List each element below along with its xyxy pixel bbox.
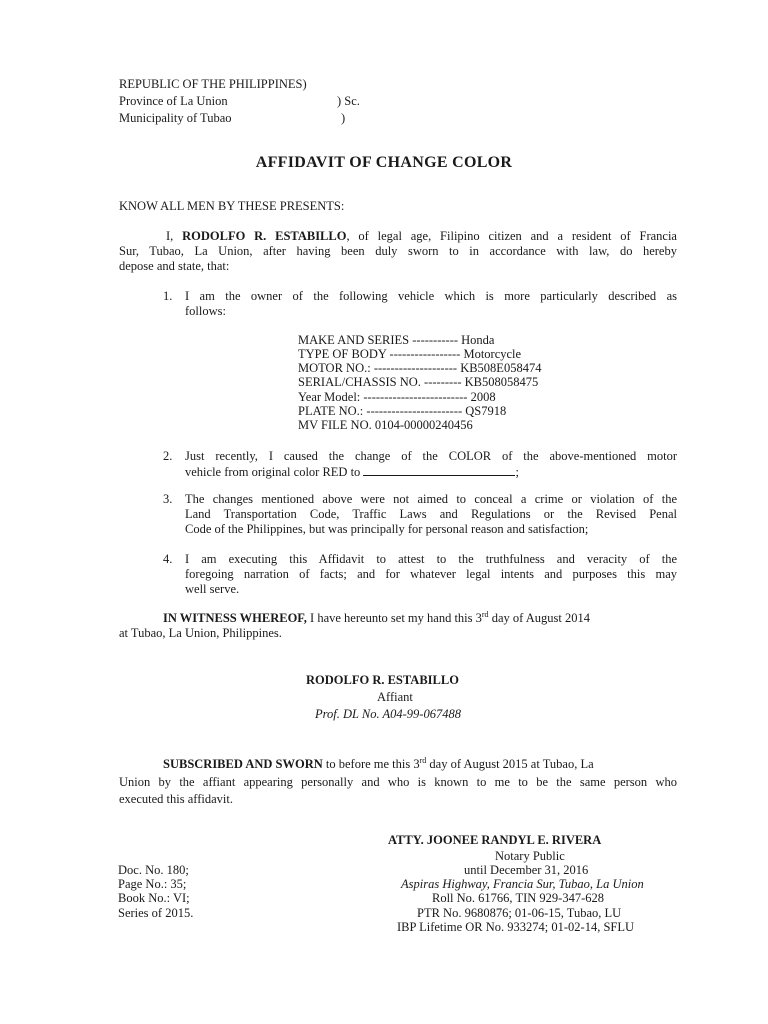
subscribed-line-3: executed this affidavit. xyxy=(119,792,233,806)
know-all-men: KNOW ALL MEN BY THESE PRESENTS: xyxy=(119,199,345,213)
vehicle-mv-file: MV FILE NO. 0104-00000240456 xyxy=(298,418,473,432)
item-1-number: 1. xyxy=(163,289,173,303)
item-2-number: 2. xyxy=(163,449,173,463)
new-color-blank xyxy=(363,464,515,476)
header-municipality: Municipality of Tubao xyxy=(119,111,232,125)
affiant-name-inline: RODOLFO R. ESTABILLO xyxy=(182,229,347,243)
item-2-line-2: vehicle from original color RED to ; xyxy=(185,465,519,479)
witness-line-2: at Tubao, La Union, Philippines. xyxy=(119,626,282,640)
notary-title: Notary Public xyxy=(495,849,565,863)
affiant-role: Affiant xyxy=(377,690,413,704)
document-title: AFFIDAVIT OF CHANGE COLOR xyxy=(255,154,513,171)
header-municipality-paren: ) xyxy=(341,111,346,125)
vehicle-serial: SERIAL/CHASSIS NO. --------- KB508058475 xyxy=(298,375,539,389)
item-3-line-1: The changes mentioned above were not aimed to conceal a crime or violation of the xyxy=(185,492,677,506)
notary-name: ATTY. JOONEE RANDYL E. RIVERA xyxy=(388,833,602,847)
docket-book: Book No.: VI; xyxy=(118,891,190,905)
item-3-number: 3. xyxy=(163,492,173,506)
item-4-number: 4. xyxy=(163,552,173,566)
notary-until: until December 31, 2016 xyxy=(464,863,589,877)
header-province-sc: ) Sc. xyxy=(337,94,360,108)
subscribed-line-1: SUBSCRIBED AND SWORN to before me this 3rd day of August 2015 at Tubao, La xyxy=(163,756,594,771)
vehicle-plate: PLATE NO.: ----------------------- QS7918 xyxy=(298,404,507,418)
docket-series: Series of 2015. xyxy=(118,906,194,920)
docket-doc: Doc. No. 180; xyxy=(118,863,189,877)
vehicle-motor: MOTOR NO.: -------------------- KB508E058474 xyxy=(298,361,542,375)
header-province: Province of La Union xyxy=(119,94,228,108)
vehicle-body: TYPE OF BODY ----------------- Motorcycle xyxy=(298,347,522,361)
header-republic: REPUBLIC OF THE PHILIPPINES) xyxy=(119,77,307,91)
notary-ibp: IBP Lifetime OR No. 933274; 01-02-14, SFLU xyxy=(397,920,635,934)
item-4-line-3: well serve. xyxy=(185,582,240,596)
item-3-line-2: Land Transportation Code, Traffic Laws and Regulations or the Revised Penal xyxy=(185,507,677,521)
affiant-license: Prof. DL No. A04-99-067488 xyxy=(315,707,461,721)
item-3-line-3: Code of the Philippines, but was principally for personal reason and satisfaction; xyxy=(185,522,589,536)
intro-line-1: I, RODOLFO R. ESTABILLO, of legal age, Filipino citizen and a resident of Francia xyxy=(166,229,677,243)
intro-line-3: depose and state, that: xyxy=(119,259,230,273)
notary-roll: Roll No. 61766, TIN 929-347-628 xyxy=(432,891,604,905)
affiant-name: RODOLFO R. ESTABILLO xyxy=(306,673,459,687)
vehicle-year: Year Model: ------------------------- 2008 xyxy=(298,390,496,404)
item-1-line-2: follows: xyxy=(185,304,226,318)
intro-line-2: Sur, Tubao, La Union, after having been duly sworn to in accordance with law, do hereby xyxy=(119,244,677,258)
item-4-line-1: I am executing this Affidavit to attest to the truthfulness and veracity of the xyxy=(185,552,677,566)
witness-line-1: IN WITNESS WHEREOF, I have hereunto set my hand this 3rd day of August 2014 xyxy=(163,610,590,625)
docket-page: Page No.: 35; xyxy=(118,877,187,891)
notary-ptr: PTR No. 9680876; 01-06-15, Tubao, LU xyxy=(417,906,622,920)
item-2-line-1: Just recently, I caused the change of the COLOR of the above-mentioned motor xyxy=(185,449,677,463)
item-4-line-2: foregoing narration of facts; and for whatever legal intents and purposes this may xyxy=(185,567,677,581)
vehicle-make: MAKE AND SERIES ----------- Honda xyxy=(298,333,495,347)
notary-address: Aspiras Highway, Francia Sur, Tubao, La Union xyxy=(401,877,644,891)
subscribed-line-2: Union by the affiant appearing personally and who is known to me to be the same person who xyxy=(119,775,677,789)
item-1-line-1: I am the owner of the following vehicle which is more particularly described as xyxy=(185,289,677,303)
